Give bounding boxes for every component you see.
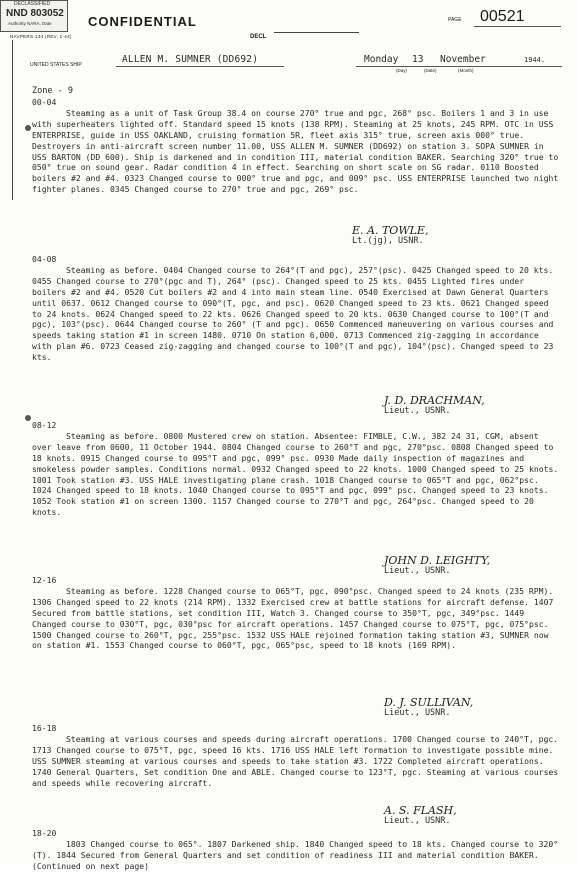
watch-signature-08-12 (384, 556, 490, 576)
log-date: 13 (412, 54, 424, 65)
watch-time: 12-16 (32, 575, 57, 585)
page-number-rule (474, 26, 561, 27)
watch-time: 08-12 (32, 420, 57, 430)
watch-time: 18-20 (32, 828, 57, 838)
watch-time: 00-04 (32, 97, 57, 107)
watch-time: 04-08 (32, 254, 57, 264)
signature-name: J. D. DRACHMAN, (384, 394, 485, 407)
time-zone: Zone - 9 (32, 86, 73, 96)
declassified-stamp (0, 0, 68, 32)
month-caption: (Month) (458, 68, 474, 73)
page-label: PAGE (448, 17, 462, 23)
watch-time: 16-18 (32, 723, 57, 733)
log-month: November (440, 54, 486, 65)
classification-label: CONFIDENTIAL (88, 14, 197, 29)
margin-pencil-line (12, 40, 13, 200)
signature-name: JOHN D. LEIGHTY, (384, 554, 491, 567)
watch-entry-16-18 (32, 723, 562, 788)
watch-text: Steaming as a unit of Task Group 38.4 on course 270° true and pgc, 268° psc. Boilers 1 and 3 in use with superheaters lighted off. Standard speed 15 knots (138 RPM). Steaming at 25 knots, 245 RPM. OTC in USS ENTERPRISE, guide in USS OAKLAND, cruising formation 5R, fleet axis 315° true, screen axis 000° true. Destroyers in anti-aircraft screen number 11.00, USS ALLEN M. SUMNER (DD692) on station 3. SOPA SUMNER in USS BARTON (DD 600). Ship is darkened and in condition III, material condition BAKER. Searching 320° true to 050° true on sound gear. Radar condition 4 in effect. Searching on short scale on SG radar. 0110 Boosted boilers #2 and #4. 0323 Changed course to 000° true and pgc, and 009° psc. USS ENTERPRISE launched two night fighter planes. 0345 Changed course to 270° true and pgc, 269° psc. (32, 107, 559, 195)
watch-text: Steaming as before. 0404 Changed course to 264°(T and pgc), 257°(psc). 0425 Changed speed to 20 kts. 0455 Changed course to 270°(pgc and T), 264° (psc). Changed speed to 25 kts. 0455 Lighted fires under boilers #2 and #4. 0520 Cut boilers #2 and 4 into main steam line. 0540 Exercised at Dawn General Quarters until 0637. 0612 Changed course to 090°(T, pgc, and psc). 0620 Changed speed to 23 kts. 0621 Changed speed to 24 knots. 0624 Changed speed to 22 kts. 0626 Changed speed to 20 kts. 0630 Changed course to 100°(T and pgc), 103°(psc). 0644 Changed course to 260° (T and pgc). 0650 Commenced maneuvering on various courses and speeds taking station #1 in screen 1480. 0710 On station 6,000. 0713 Commenced zig-zagging in accordance with plan #6. 0723 Ceased zig-zagging and changed course to 100°(T and pgc), 104°(psc). Changed speed to 23 kts. (32, 264, 554, 363)
ship-name: ALLEN M. SUMNER (DD692) (122, 54, 259, 65)
ship-label: UNITED STATES SHIP (30, 62, 82, 68)
signature-title: Lieut., USNR. (384, 566, 451, 576)
watch-text: Steaming at various courses and speeds during aircraft operations. 1700 Changed course to 240°T, pgc. 1713 Changed course to 075°T, pgc, speed 16 kts. 1716 USS HALE left formation to investigate possible mine. USS SUMNER steaming at various courses and speeds to take station #3. 1722 Completed aircraft operations. 1740 General Quarters, Set condition One and ABLE. Changed course to 123°T, pgc. Steaming at various courses and speeds while recovering aircraft. (32, 733, 559, 788)
watch-entry-18-20 (32, 828, 562, 872)
watch-text: Steaming as before. 0800 Mustered crew on station. Absentee: FIMBLE, C.W., 382 24 31, CGM, absent over leave from 0600, 11 October 1944. 0804 Changed course to 260°T and pgc, 270°psc. 0808 Changed speed to 18 knots. 0915 Changed course to 095°T and pgc, 099° psc. 0930 Made daily inspection of magazines and smokeless powder samples. Conditions normal. 0932 Changed speed to 22 knots. 1000 Changed speed to 25 knots. 1001 Took station #3. USS HALE investigating plane crash. 1018 Changed course to 065°T and pgc, 062°psc. 1024 Changed speed to 18 knots. 1040 Changed course to 095°T and pgc, 099° psc. Changed speed to 23 knots. 1052 Took station #1 on screen 1300. 1157 Changed course to 270°T and pgc, 264°psc. Changed speed to 20 knots. (32, 430, 559, 518)
watch-entry-08-12 (32, 420, 562, 518)
binder-hole (25, 415, 31, 421)
date-caption: (Date) (424, 68, 437, 73)
watch-signature-12-16 (384, 698, 473, 718)
day-caption: (Day) (396, 68, 407, 73)
signature-name: D. J. SULLIVAN, (384, 696, 474, 709)
form-number: NAVPERS-134 (REV. 1-44) (10, 34, 72, 39)
stamp-footer: Authority NARA, Date (8, 21, 52, 26)
stamp-authority: NND 803052 (6, 8, 64, 19)
signature-title: Lieut., USNR. (384, 406, 451, 416)
signature-name: A. S. FLASH, (384, 804, 457, 817)
watch-signature-04-08 (384, 396, 485, 416)
log-day: Monday (364, 54, 399, 65)
log-year: 1944. (524, 56, 546, 64)
ship-name-rule (116, 66, 284, 67)
declassified-fragment: DECL (250, 34, 267, 40)
watch-signature-16-18 (384, 806, 457, 826)
signature-title: Lieut., USNR. (384, 816, 451, 826)
declassification-rule (274, 32, 359, 33)
signature-title: Lt.(jg), USNR. (352, 236, 424, 246)
watch-text: Steaming as before. 1228 Changed course to 065°T, pgc, 090°psc. Changed speed to 24 knots (235 RPM). 1306 Changed speed to 22 knots (214 RPM). 1332 Exercised crew at battle stations for aircraft defense. 1407 Secured from battle stations, set condition III, Watch 3. Changed course to 350°T, pgc, 349°psc. 1449 Changed course to 030°T, pgc, 030°psc for aircraft operations. 1457 Changed course to 075°T, pgc, 075°psc. 1500 Changed course to 260°T, pgc, 255°psc. 1532 USS HALE rejoined formation taking station #3, SUMNER now on station #1. 1553 Changed course to 060°T, pgc, 065°psc, speed to 18 knots (169 RPM). (32, 585, 554, 651)
page-number: 00521 (480, 8, 525, 25)
signature-name: E. A. TOWLE, (352, 224, 429, 237)
watch-entry-04-08 (32, 254, 562, 363)
watch-text: 1803 Changed course to 065°. 1807 Darkened ship. 1840 Changed speed to 18 kts. Changed course to 320°(T). 1844 Secured from General Quarters and set condition of readiness III and material condition BAKER. (Continued on next page) (32, 838, 559, 871)
stamp-heading: DECLASSIFIED (14, 1, 51, 7)
watch-entry-00-04 (32, 97, 562, 195)
date-rule (356, 66, 562, 67)
signature-title: Lieut., USNR. (384, 708, 451, 718)
watch-signature-00-04 (352, 226, 428, 246)
binder-hole (25, 125, 31, 131)
watch-entry-12-16 (32, 575, 562, 651)
